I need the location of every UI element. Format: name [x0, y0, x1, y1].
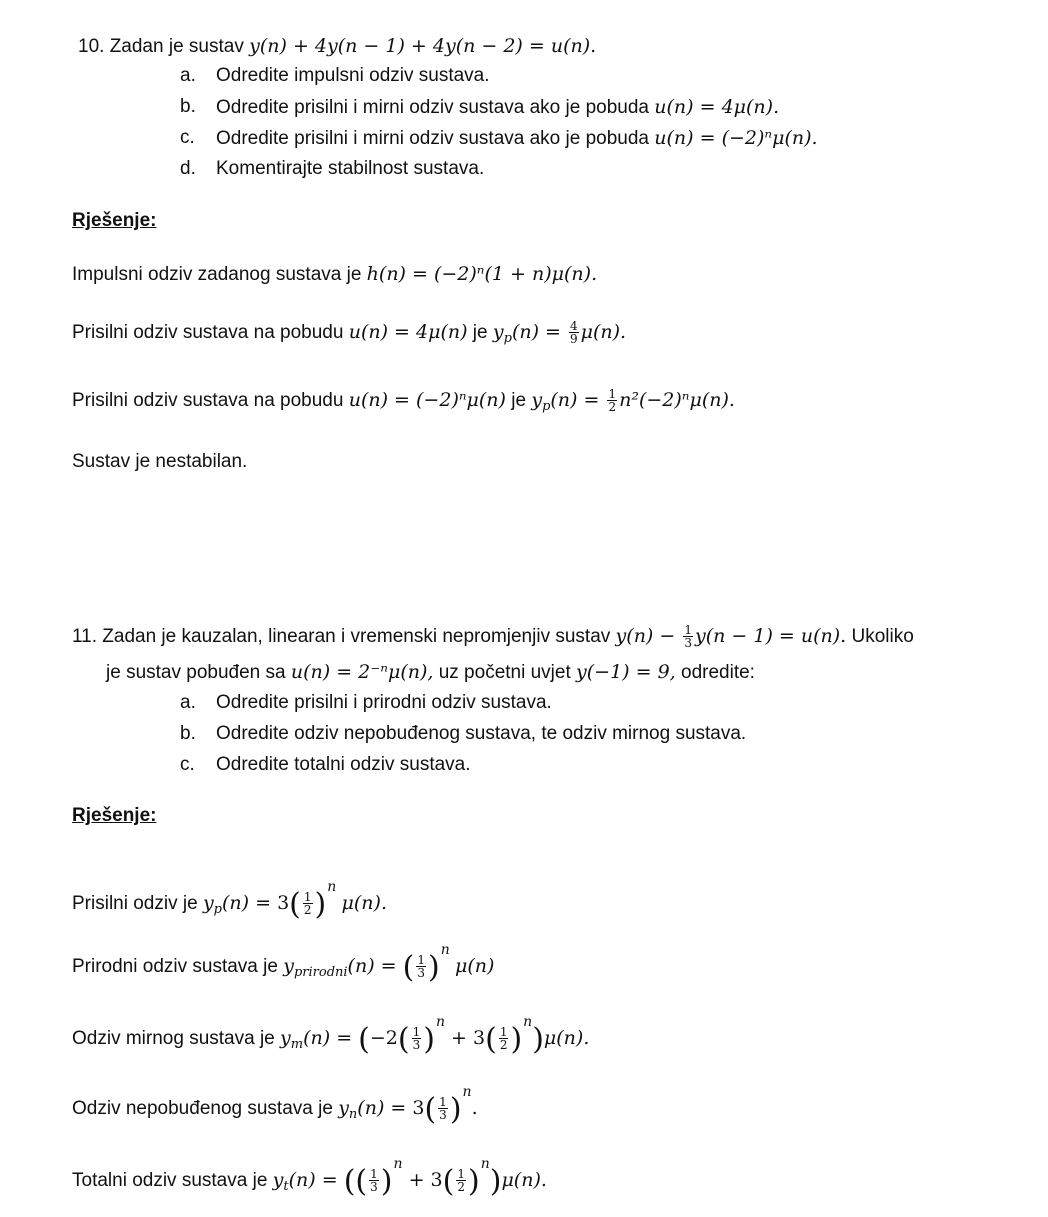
- list-item-text: Odredite totalni odziv sustava.: [216, 754, 471, 775]
- list-item: c.: [180, 754, 195, 775]
- solution-heading: Rješenje:: [72, 805, 157, 826]
- list-item-text: Odredite prisilni i mirni odziv sustava ako je pobuda u(n) = 4μ(n).: [216, 96, 780, 118]
- fraction: $\frac{1}{2}$: [608, 387, 617, 415]
- solution-heading: Rješenje:: [72, 210, 157, 231]
- list-item-text: Odredite prisilni i mirni odziv sustava ako je pobuda u(n) = (−2)ⁿμ(n).: [216, 127, 818, 149]
- solution-line: Impulsni odziv zadanog sustava je h(n) = (−2)ⁿ(1 + n)μ(n).: [72, 263, 598, 285]
- solution-line: Prirodni odziv sustava je $y_{prirodni}(n)$ = ( $\frac{1}{3}$ )$^n$ μ(n): [72, 942, 495, 985]
- solution-line: Totalni odziv sustava je $y_t(n)$ = (( $\frac{1}{3}$ )$^n$ + 3( $\frac{1}{2}$ )$^n$)μ(n).: [72, 1156, 547, 1199]
- list-item: b.: [180, 723, 196, 744]
- solution-line: Prisilni odziv sustava na pobudu u(n) = (−2)ⁿμ(n) je $y_p(n)$ = $\frac{1}{2}$ n²(−2)ⁿμ(n).: [72, 387, 735, 415]
- list-item-text: Odredite impulsni odziv sustava.: [216, 65, 490, 86]
- fraction: $\frac{1}{3}$: [684, 623, 692, 651]
- list-item: a.: [180, 65, 196, 86]
- equation: y(n) + 4y(n − 1) + 4y(n − 2) = u(n).: [249, 35, 597, 57]
- solution-line: Sustav je nestabilan.: [72, 451, 248, 472]
- list-item: a.: [180, 692, 196, 713]
- solution-line: Odziv mirnog sustava je $y_m(n) = (-2$( $\frac{1}{3}$ )$^n$ + 3( $\frac{1}{2}$ )$^n$)μ(n).: [72, 1014, 590, 1057]
- list-item-text: Komentirajte stabilnost sustava.: [216, 158, 485, 179]
- list-item-text: Odredite odziv nepobuđenog sustava, te odziv mirnog sustava.: [216, 723, 747, 744]
- fraction: $\frac{4}{9}$: [570, 319, 578, 347]
- list-item: c.: [180, 127, 195, 148]
- list-item-text: Odredite prisilni i prirodni odziv sustava.: [216, 692, 552, 713]
- list-item: d.: [180, 158, 196, 179]
- solution-line: Prisilni odziv sustava na pobudu u(n) = 4μ(n) je $y_p(n)$ = $\frac{4}{9}$ μ(n).: [72, 319, 627, 347]
- solution-line: Odziv nepobuđenog sustava je $y_n(n) = 3$( $\frac{1}{3}$ )$^n$.: [72, 1084, 478, 1127]
- problem-10-statement: 10. Zadan je sustav y(n) + 4y(n − 1) + 4y(n − 2) = u(n).: [78, 35, 597, 57]
- problem-11-statement-line2: je sustav pobuđen sa u(n) = 2⁻ⁿμ(n), uz početni uvjet y(−1) = 9, odredite:: [106, 661, 755, 683]
- list-item: b.: [180, 96, 196, 117]
- solution-line: Prisilni odziv je $y_p(n) = 3$( $\frac{1}{2}$ )$^n$ μ(n).: [72, 879, 387, 922]
- problem-11-statement: 11. Zadan je kauzalan, linearan i vremenski nepromjenjiv sustav y(n) − $\frac{1}{3}$ y(n − 1) = u(n). Ukoliko: [72, 623, 914, 651]
